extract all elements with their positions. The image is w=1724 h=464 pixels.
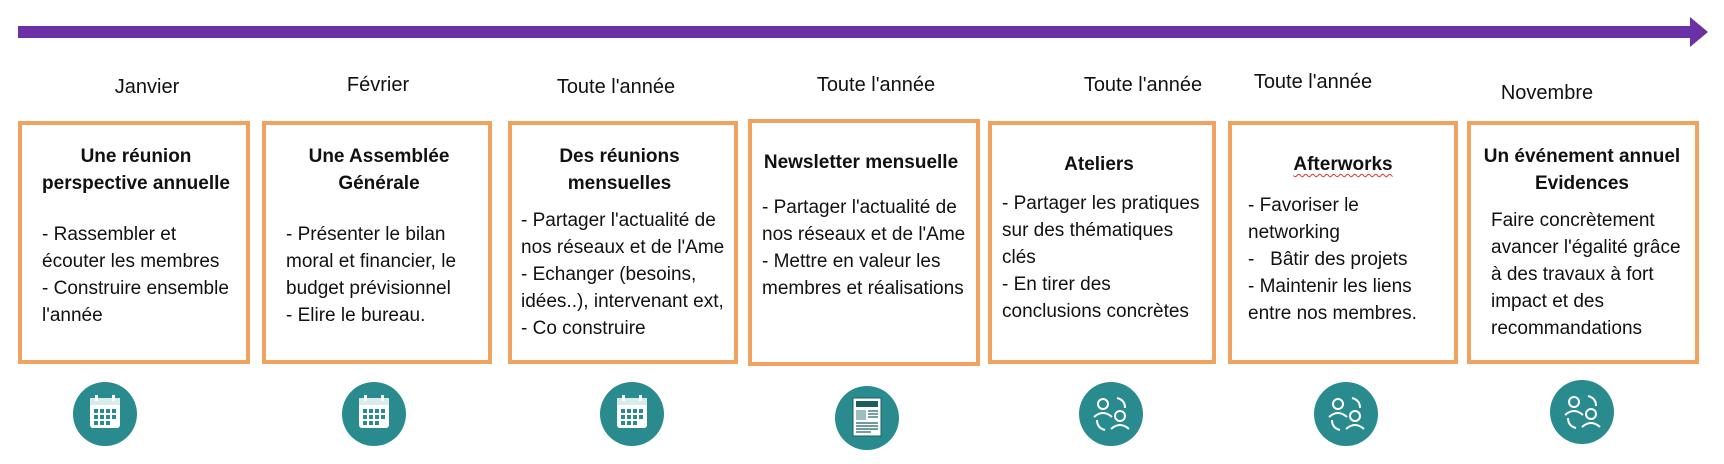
timeline-arrow-shaft xyxy=(18,26,1692,38)
event-card-body xyxy=(1491,207,1685,342)
people-exchange-icon xyxy=(1550,380,1614,444)
event-card-line: - Mettre en valeur les xyxy=(762,251,941,272)
event-card-line: - Présenter le bilan xyxy=(286,224,446,245)
calendar-icon xyxy=(600,382,664,446)
event-card-body xyxy=(1248,192,1444,327)
newspaper-icon xyxy=(835,386,899,450)
event-card-reunions-mensuelles xyxy=(508,121,738,364)
period-label-ateliers: Toute l'année xyxy=(1083,74,1203,96)
event-card-line: clés xyxy=(1002,247,1036,268)
event-card-title-text: Afterworks xyxy=(1293,154,1393,175)
event-card-line: à des travaux à fort xyxy=(1491,264,1654,285)
event-card-line: l'année xyxy=(42,305,103,326)
event-card-assemblee-generale xyxy=(262,121,492,364)
event-card-line: - Co construire xyxy=(521,318,646,339)
period-label-novembre: Novembre xyxy=(1500,82,1594,104)
event-card-line: impact et des xyxy=(1491,291,1604,312)
event-card-body xyxy=(1002,190,1202,325)
event-card-body xyxy=(286,221,478,329)
period-label-reunions: Toute l'année xyxy=(556,76,676,98)
event-card-line: - Echanger (besoins, xyxy=(521,264,697,285)
period-label-newsletter: Toute l'année xyxy=(816,74,936,96)
event-card-ateliers xyxy=(988,121,1216,364)
event-card-line: - Elire le bureau. xyxy=(286,305,426,326)
event-card-line: entre nos membres. xyxy=(1248,303,1417,324)
event-card-line: recommandations xyxy=(1491,318,1643,339)
calendar-icon xyxy=(73,382,137,446)
event-card-evidences xyxy=(1467,121,1699,364)
event-card-line: - Rassembler et xyxy=(42,224,177,245)
event-card-line: - Partager l'actualité de xyxy=(521,210,716,231)
event-card-line: - Favoriser le xyxy=(1248,195,1359,216)
event-card-line: Faire concrètement xyxy=(1491,210,1655,231)
event-card-line: - En tirer des xyxy=(1002,274,1111,295)
event-card-title: Ateliers xyxy=(1064,154,1134,175)
period-label-afterworks: Toute l'année xyxy=(1253,71,1373,93)
event-card-line: sur des thématiques xyxy=(1002,220,1174,241)
event-card-body xyxy=(521,207,724,342)
people-exchange-icon xyxy=(1314,382,1378,446)
event-card-line: membres et réalisations xyxy=(762,278,964,299)
event-card-line: - Bâtir des projets xyxy=(1248,249,1408,270)
period-label-fevrier: Février xyxy=(346,74,410,96)
people-exchange-icon xyxy=(1079,382,1143,446)
event-card-line: écouter les membres xyxy=(42,251,220,272)
event-card-line: nos réseaux et de l'Ame xyxy=(762,224,966,245)
event-card-body xyxy=(762,194,966,302)
event-card-line: nos réseaux et de l'Ame xyxy=(521,237,725,258)
event-card-body xyxy=(42,221,236,329)
event-card-line: - Partager l'actualité de xyxy=(762,197,957,218)
event-card-line: conclusions concrètes xyxy=(1002,301,1189,322)
event-card-line: - Construire ensemble xyxy=(42,278,229,299)
event-card-title: Une Assemblée Générale xyxy=(308,146,450,194)
event-card-reunion-perspective xyxy=(18,121,250,364)
calendar-icon xyxy=(342,382,406,446)
event-card-line: idées..), intervenant ext, xyxy=(521,291,724,312)
event-card-afterworks xyxy=(1228,121,1458,364)
event-card-title: Des réunions mensuelles xyxy=(559,146,680,194)
event-card-line: networking xyxy=(1248,222,1340,243)
event-card-title: Newsletter mensuelle xyxy=(763,152,959,173)
event-card-title: Un événement annuel Evidences xyxy=(1483,146,1681,194)
event-card-title xyxy=(1238,151,1448,178)
event-card-line: avancer l'égalité grâce xyxy=(1491,237,1681,258)
event-card-line: moral et financier, le xyxy=(286,251,457,272)
event-card-line: - Partager les pratiques xyxy=(1002,193,1200,214)
timeline-arrow xyxy=(0,0,1724,60)
event-card-title: Une réunion perspective annuelle xyxy=(42,146,230,194)
event-card-newsletter xyxy=(748,119,980,366)
event-card-line: - Maintenir les liens xyxy=(1248,276,1412,297)
period-label-janvier: Janvier xyxy=(114,76,180,98)
timeline-arrow-head xyxy=(1690,17,1708,47)
event-card-line: budget prévisionnel xyxy=(286,278,451,299)
